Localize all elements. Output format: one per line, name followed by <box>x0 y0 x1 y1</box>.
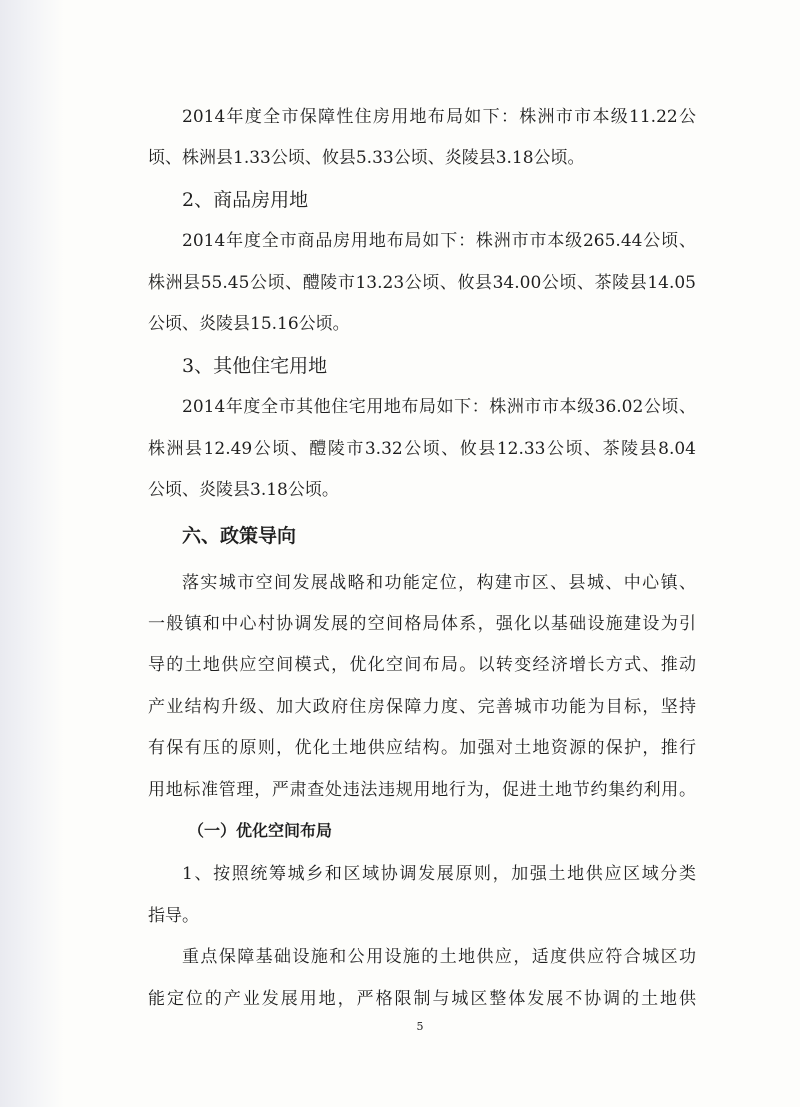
paragraph-line: 能定位的产业发展用地，严格限制与城区整体发展不协调的土地供 <box>148 989 696 1009</box>
paragraph-line: 2014年度全市商品房用地布局如下：株洲市市本级265.44公顷、 <box>182 231 696 251</box>
paragraph-line: 用地标准管理，严肃查处违法违规用地行为，促进土地节约集约利用。 <box>148 780 696 800</box>
paragraph-line: 产业结构升级、加大政府住房保障力度、完善城市功能为目标，坚持 <box>148 697 696 717</box>
section-heading: 六、政策导向 <box>182 525 297 547</box>
paragraph-line: 指导。 <box>148 906 199 926</box>
scan-shadow <box>0 0 64 1107</box>
paragraph-line: 重点保障基础设施和公用设施的土地供应，适度供应符合城区功 <box>182 947 696 967</box>
paragraph-line: 2014年度全市保障性住房用地布局如下：株洲市市本级11.22公 <box>182 107 696 127</box>
paragraph-line: 公顷、炎陵县15.16公顷。 <box>148 314 350 334</box>
subsection-heading: （一）优化空间布局 <box>188 821 333 840</box>
page-number: 5 <box>416 1020 424 1033</box>
paragraph-line: 有保有压的原则，优化土地供应结构。加强对土地资源的保护，推行 <box>148 738 696 758</box>
heading-commercial-housing: 2、商品房用地 <box>182 189 309 211</box>
document-page <box>148 0 696 1107</box>
paragraph-line: 顷、株洲县1.33公顷、攸县5.33公顷、炎陵县3.18公顷。 <box>148 148 585 168</box>
paragraph-line: 公顷、炎陵县3.18公顷。 <box>148 480 339 500</box>
paragraph-line: 株洲县55.45公顷、醴陵市13.23公顷、攸县34.00公顷、茶陵县14.05 <box>148 273 696 293</box>
paragraph-line: 一般镇和中心村协调发展的空间格局体系，强化以基础设施建设为引 <box>148 614 696 634</box>
paragraph-line: 导的土地供应空间模式，优化空间布局。以转变经济增长方式、推动 <box>148 655 696 675</box>
heading-other-housing: 3、其他住宅用地 <box>182 355 328 377</box>
paragraph-line: 2014年度全市其他住宅用地布局如下：株洲市市本级36.02公顷、 <box>182 397 696 417</box>
paragraph-line: 落实城市空间发展战略和功能定位，构建市区、县城、中心镇、 <box>182 573 696 593</box>
paragraph-line: 株洲县12.49公顷、醴陵市3.32公顷、攸县12.33公顷、茶陵县8.04 <box>148 439 696 459</box>
paragraph-line: 1、按照统筹城乡和区域协调发展原则，加强土地供应区域分类 <box>182 864 696 884</box>
